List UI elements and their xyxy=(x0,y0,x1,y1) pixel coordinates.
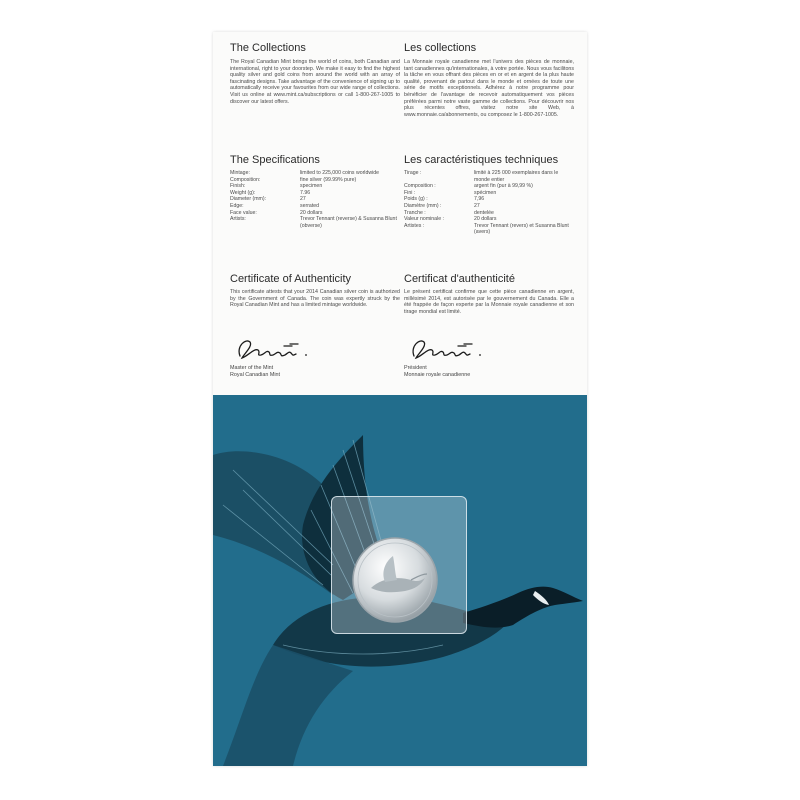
spec-row xyxy=(230,177,402,184)
spec-row xyxy=(404,203,576,210)
spec-value: limited to 225,000 coins worldwide xyxy=(300,170,380,176)
signer-org-fr: Monnaie royale canadienne xyxy=(404,371,471,378)
specs-table-fr xyxy=(404,170,576,236)
signer-title-fr: Président xyxy=(404,365,427,371)
spec-label: Composition: xyxy=(230,176,261,183)
spec-label: Face value: xyxy=(230,209,257,216)
specs-title-en: The Specifications xyxy=(230,154,320,166)
certificate-text-en: This certificate attests that your 2014 Canadian silver coin is authorized by the Government of Canada. The coin was expertly struck by the Royal Canadian Mint and has a limited mintage worldwide. xyxy=(230,289,400,309)
collections-text-en: The Royal Canadian Mint brings the world of coins, both Canadian and international, right to your doorstep. We make it easy to find the highest quality silver and gold coins from around the world with an array of fascinating designs. Take advantage of the convenience of signing up to automatically receive your favourites from our wide range of collections. Visit us online at www.mint.ca/subscriptions or call 1-800-267-1005 to discover our latest offers. xyxy=(230,59,400,105)
spec-label: Weight (g): xyxy=(230,189,256,196)
spec-label: Poids (g) : xyxy=(404,196,428,203)
specs-title-fr: Les caractéristiques techniques xyxy=(404,154,559,166)
spec-value: 7.96 xyxy=(300,189,311,196)
spec-value: fine silver (99.99% pure) xyxy=(300,176,357,183)
spec-label: Artistes : xyxy=(404,222,425,229)
spec-value: Trevor Tennant (revers) et Susanna Blunt (avers) xyxy=(474,222,569,236)
spec-label: Tranche : xyxy=(404,209,426,216)
spec-value: spécimen xyxy=(474,189,497,196)
goose-artwork-panel xyxy=(213,395,587,766)
spec-value: 7,96 xyxy=(474,196,485,203)
spec-row xyxy=(230,216,402,229)
spec-label: Valeur nominale : xyxy=(404,216,444,223)
spec-label: Composition : xyxy=(404,183,436,190)
collections-text-fr: La Monnaie royale canadienne met l'univers des pièces de monnaie, tant canadiennes qu'internationales, à votre portée. Nous vous facilitons la tâche en vous offrant des pièces en or et en argent de la plus haute qualité, provenant de partout dans le monde et ornées de toute une série de motifs exceptionnels. Adhérez à notre programme pour bénéficier de l'avantage de recevoir automatiquement vos pièces préférées parmi notre vaste gamme de collections. Pour découvrir nos plus récentes offres, visitez notre site Web, à www.monnaie.ca/abonnements, ou composez le 1-800-267-1005. xyxy=(404,59,574,118)
spec-value: 27 xyxy=(300,196,306,203)
signature-en xyxy=(234,334,314,364)
spec-row xyxy=(404,170,576,183)
spec-label: Diamètre (mm) : xyxy=(404,202,442,209)
spec-row xyxy=(404,183,576,190)
certificate-card xyxy=(213,32,587,766)
spec-label: Fini : xyxy=(404,189,416,196)
signer-title-en: Master of the Mint xyxy=(230,365,274,371)
spec-row xyxy=(230,190,402,197)
certificate-text-panel xyxy=(213,32,587,395)
collections-title-fr: Les collections xyxy=(404,42,477,54)
spec-label: Tirage : xyxy=(404,170,422,176)
spec-value: specimen xyxy=(300,183,323,190)
spec-row xyxy=(404,216,576,223)
spec-row xyxy=(404,223,576,236)
signer-caption-fr xyxy=(404,365,470,379)
spec-row xyxy=(230,203,402,210)
certificate-title-fr: Certificat d'authenticité xyxy=(404,273,515,285)
signer-org-en: Royal Canadian Mint xyxy=(230,371,281,378)
spec-row xyxy=(230,196,402,203)
spec-value: dentelée xyxy=(474,209,494,216)
spec-value: 27 xyxy=(474,202,480,209)
signer-caption-en xyxy=(230,365,280,379)
spec-row xyxy=(404,196,576,203)
spec-value: Trevor Tennant (reverse) & Susanna Blunt (obverse) xyxy=(300,216,397,229)
spec-row xyxy=(230,210,402,217)
certificate-text-fr: Le présent certificat confirme que cette pièce canadienne en argent, millésimé 2014, est autorisée par le gouvernement du Canada. Elle a été frappée de façon experte par la Monnaie royale canadienne et son tirage mondial est limité. xyxy=(404,289,574,315)
spec-value: argent fin (pur à 99,99 %) xyxy=(474,183,533,190)
spec-label: Finish: xyxy=(230,183,246,190)
spec-row xyxy=(404,210,576,217)
silver-coin xyxy=(351,536,439,624)
signature-fr xyxy=(408,334,488,364)
certificate-title-en: Certificate of Authenticity xyxy=(230,273,352,285)
spec-label: Artists: xyxy=(230,216,246,223)
spec-value: limité à 225 000 exemplaires dans le monde entier xyxy=(474,170,559,183)
spec-label: Mintage: xyxy=(230,170,250,176)
collections-title-en: The Collections xyxy=(230,42,306,54)
spec-value: 20 dollars xyxy=(300,209,323,216)
spec-value: serrated xyxy=(300,202,320,209)
spec-row xyxy=(230,183,402,190)
spec-row xyxy=(230,170,402,177)
spec-value: 20 dollars xyxy=(474,216,497,223)
spec-row xyxy=(404,190,576,197)
specs-table-en xyxy=(230,170,402,229)
spec-label: Diameter (mm): xyxy=(230,196,267,203)
spec-label: Edge: xyxy=(230,202,244,209)
